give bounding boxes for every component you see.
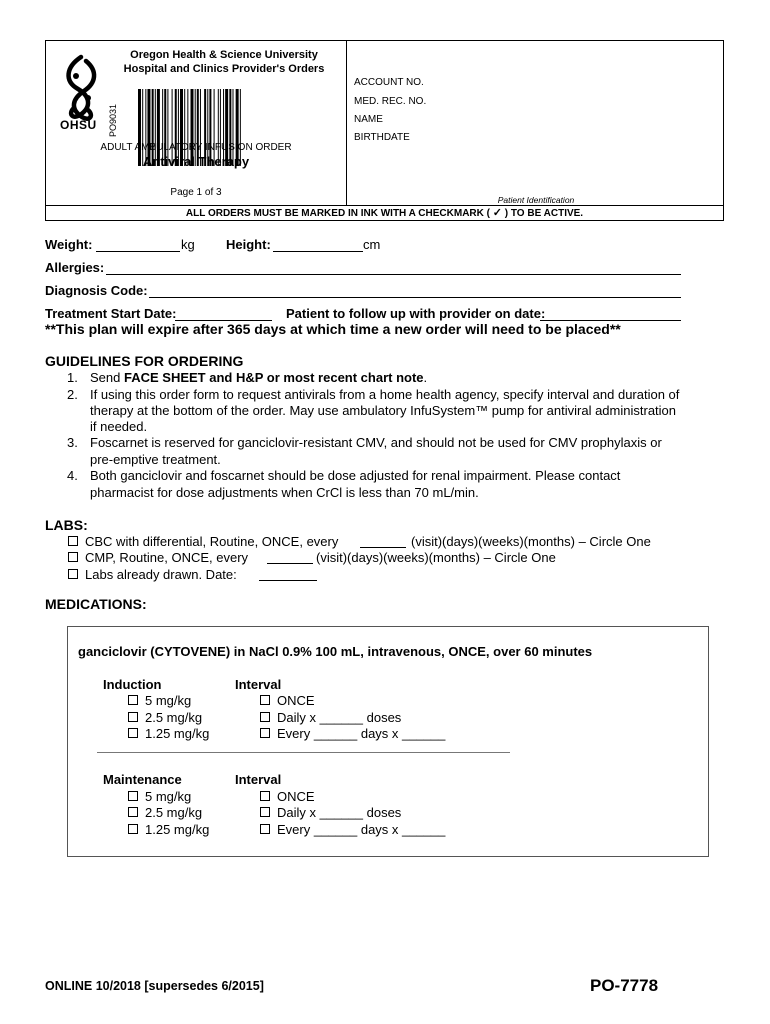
height-field[interactable] bbox=[273, 251, 363, 252]
guideline-3-line-2: pre-emptive treatment. bbox=[90, 452, 221, 467]
induction-dose-1-25-checkbox[interactable] bbox=[128, 728, 138, 738]
maintenance-dose-1-25: 1.25 mg/kg bbox=[128, 822, 209, 837]
maintenance-once-checkbox[interactable] bbox=[260, 791, 270, 801]
form-title: Antiviral Therapy bbox=[142, 154, 250, 169]
form-code: PO-7778 bbox=[590, 976, 659, 995]
guideline-4-line-1: Both ganciclovir and foscarnet should be dose adjusted for renal impairment. Please contact bbox=[90, 468, 621, 483]
treatment-start-date-label: Treatment Start Date: bbox=[45, 306, 177, 321]
guideline-2-number: 2. bbox=[67, 387, 78, 402]
ganciclovir-order-title: ganciclovir (CYTOVENE) in NaCl 0.9% 100 mL, intravenous, ONCE, over 60 minutes bbox=[78, 644, 593, 659]
allergies-field[interactable] bbox=[106, 274, 681, 275]
induction-daily-checkbox[interactable] bbox=[260, 712, 270, 722]
induction-every-checkbox[interactable] bbox=[260, 728, 270, 738]
allergies-label: Allergies: bbox=[45, 260, 105, 275]
guideline-2-line-1: If using this order form to request antivirals from a home health agency, specify interval and duration of bbox=[90, 387, 680, 402]
induction-dose-5: 5 mg/kg bbox=[128, 693, 191, 708]
lab-cmp-row: CMP, Routine, ONCE, every bbox=[68, 550, 248, 565]
page-number: Page 1 of 3 bbox=[170, 187, 222, 198]
induction-dose-1-25: 1.25 mg/kg bbox=[128, 726, 209, 741]
guideline-3-number: 3. bbox=[67, 435, 78, 450]
induction-interval-once: ONCE bbox=[260, 693, 315, 708]
maintenance-dose-5-checkbox[interactable] bbox=[128, 791, 138, 801]
maintenance-label: Maintenance bbox=[103, 772, 182, 787]
org-department: Hospital and Clinics Provider's Orders bbox=[123, 63, 325, 75]
cbc-checkbox[interactable] bbox=[68, 536, 78, 546]
guideline-2-line-3: if needed. bbox=[90, 419, 148, 434]
height-unit: cm bbox=[363, 237, 381, 252]
guideline-1-number: 1. bbox=[67, 370, 78, 385]
lab-cbc-row: CBC with differential, Routine, ONCE, every bbox=[68, 534, 338, 549]
birthdate-label: BIRTHDATE bbox=[354, 132, 410, 143]
ink-checkmark-notice: ALL ORDERS MUST BE MARKED IN INK WITH A CHECKMARK ( ✓ ) TO BE ACTIVE. bbox=[46, 205, 723, 221]
account-no-label: ACCOUNT NO. bbox=[354, 77, 424, 88]
form-subtitle: ADULT AMBULATORY INFUSION ORDER bbox=[100, 142, 292, 153]
cbc-interval-field[interactable] bbox=[360, 547, 406, 548]
height-label: Height: bbox=[226, 237, 271, 252]
maintenance-interval-once: ONCE bbox=[260, 789, 315, 804]
induction-interval-label: Interval bbox=[235, 677, 282, 692]
maintenance-interval-label: Interval bbox=[235, 772, 282, 787]
labs-heading: LABS: bbox=[45, 517, 88, 533]
name-label: NAME bbox=[354, 114, 383, 125]
follow-up-label: Patient to follow up with provider on date: bbox=[286, 306, 546, 321]
maintenance-dose-2-5: 2.5 mg/kg bbox=[128, 805, 202, 820]
ohsu-logo-text: OHSU bbox=[60, 118, 97, 132]
maintenance-dose-2-5-checkbox[interactable] bbox=[128, 807, 138, 817]
maintenance-every-checkbox[interactable] bbox=[260, 824, 270, 834]
labs-drawn-checkbox[interactable] bbox=[68, 569, 78, 579]
patient-identification-label: Patient Identification bbox=[497, 195, 575, 205]
cmp-checkbox[interactable] bbox=[68, 552, 78, 562]
weight-field[interactable] bbox=[96, 251, 180, 252]
guideline-4-line-2: pharmacist for dose adjustments when CrCl is less than 70 mL/min. bbox=[90, 485, 479, 500]
induction-interval-daily: Daily x ______ doses bbox=[260, 710, 401, 725]
induction-label: Induction bbox=[103, 677, 162, 692]
guideline-1: Send FACE SHEET and H&P or most recent chart note. bbox=[90, 370, 428, 385]
section-divider bbox=[97, 752, 510, 753]
med-rec-no-label: MED. REC. NO. bbox=[354, 96, 427, 107]
cbc-circle-one: (visit)(days)(weeks)(months) – Circle One bbox=[411, 534, 651, 549]
medications-heading: MEDICATIONS: bbox=[45, 596, 147, 612]
guideline-3-line-1: Foscarnet is reserved for ganciclovir-resistant CMV, and should not be used for CMV prophylaxis or bbox=[90, 435, 662, 450]
maintenance-dose-5: 5 mg/kg bbox=[128, 789, 191, 804]
weight-unit: kg bbox=[181, 237, 195, 252]
lab-drawn-row: Labs already drawn. Date: bbox=[68, 567, 237, 582]
org-name: Oregon Health & Science University bbox=[130, 49, 318, 61]
induction-interval-every: Every ______ days x ______ bbox=[260, 726, 445, 741]
expiration-notice: **This plan will expire after 365 days at which time a new order will need to be placed** bbox=[45, 321, 621, 337]
form-header-left bbox=[46, 41, 347, 205]
weight-label: Weight: bbox=[45, 237, 93, 252]
online-version: ONLINE 10/2018 [supersedes 6/2015] bbox=[45, 979, 264, 993]
guidelines-heading: GUIDELINES FOR ORDERING bbox=[45, 353, 244, 369]
cmp-circle-one: (visit)(days)(weeks)(months) – Circle One bbox=[316, 550, 556, 565]
cmp-interval-field[interactable] bbox=[267, 563, 313, 564]
guideline-4-number: 4. bbox=[67, 468, 78, 483]
diagnosis-code-field[interactable] bbox=[149, 297, 681, 298]
po-code: PO9031 bbox=[108, 103, 118, 137]
induction-dose-5-checkbox[interactable] bbox=[128, 695, 138, 705]
induction-dose-2-5: 2.5 mg/kg bbox=[128, 710, 202, 725]
maintenance-interval-every: Every ______ days x ______ bbox=[260, 822, 445, 837]
induction-dose-2-5-checkbox[interactable] bbox=[128, 712, 138, 722]
form-header bbox=[45, 40, 724, 221]
maintenance-dose-1-25-checkbox[interactable] bbox=[128, 824, 138, 834]
labs-drawn-date-field[interactable] bbox=[259, 580, 317, 581]
maintenance-daily-checkbox[interactable] bbox=[260, 807, 270, 817]
induction-once-checkbox[interactable] bbox=[260, 695, 270, 705]
checkmark-icon: ✓ bbox=[492, 207, 502, 219]
diagnosis-code-label: Diagnosis Code: bbox=[45, 283, 148, 298]
guideline-2-line-2: therapy at the bottom of the order. May use ambulatory InfuSystem™ pump for antiviral administration bbox=[90, 403, 677, 418]
maintenance-interval-daily: Daily x ______ doses bbox=[260, 805, 401, 820]
